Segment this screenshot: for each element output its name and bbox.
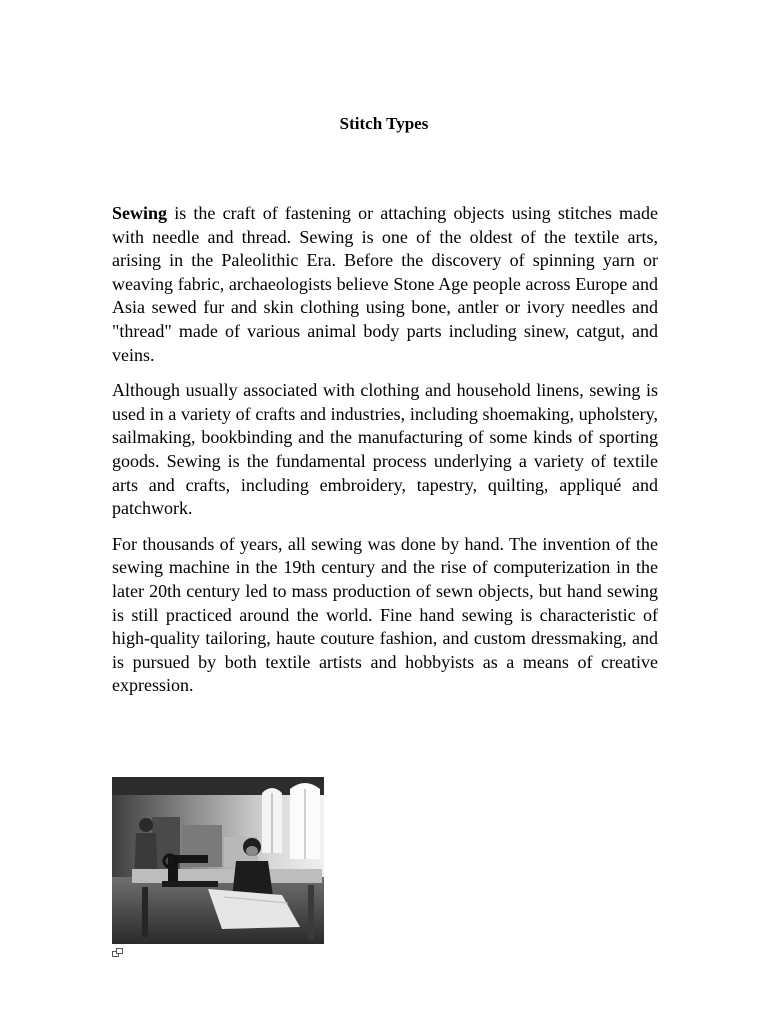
paragraph-3: For thousands of years, all sewing was done by hand. The invention of the sewing machine in the 19th century and the rise of computerization in the later 20th century led to mass production of sewn objects, but hand sewing is still practiced around the world. Fine hand sewing is characteristic of high-quality tailoring, haute couture fashion, and custom dressmaking, and is pursued by both textile artists and hobbyists as a means of creative expression. — [112, 533, 658, 696]
sewing-workshop-photo[interactable] — [112, 777, 324, 944]
paragraph-1 — [112, 202, 658, 367]
photo-illustration — [112, 777, 324, 944]
anchor-glyph — [112, 948, 124, 957]
image-anchor-icon[interactable] — [112, 944, 124, 953]
document-body — [112, 202, 658, 710]
paragraph-1-lead: Sewing — [112, 203, 168, 223]
paragraph-2: Although usually associated with clothing and household linens, sewing is used in a variety of crafts and industries, including shoemaking, upholstery, sailmaking, bookbinding and the manufacturing of some kinds of sporting goods. Sewing is the fundamental process underlying a variety of textile arts and crafts, including embroidery, tapestry, quilting, appliqué and patchwork. — [112, 380, 658, 519]
paragraph-1-text: is the craft of fastening or attaching objects using stitches made with needle and thread. Sewing is one of the oldest of the textile arts, arising in the Paleolithic Era. Before the discovery of spinning yarn or weaving fabric, archaeologists believe Stone Age people across Europe and Asia sewed fur and skin clothing using bone, antler or ivory needles and "thread" made of various animal body parts including sinew, catgut, and veins. — [112, 203, 658, 365]
page-title: Stitch Types — [339, 114, 429, 133]
